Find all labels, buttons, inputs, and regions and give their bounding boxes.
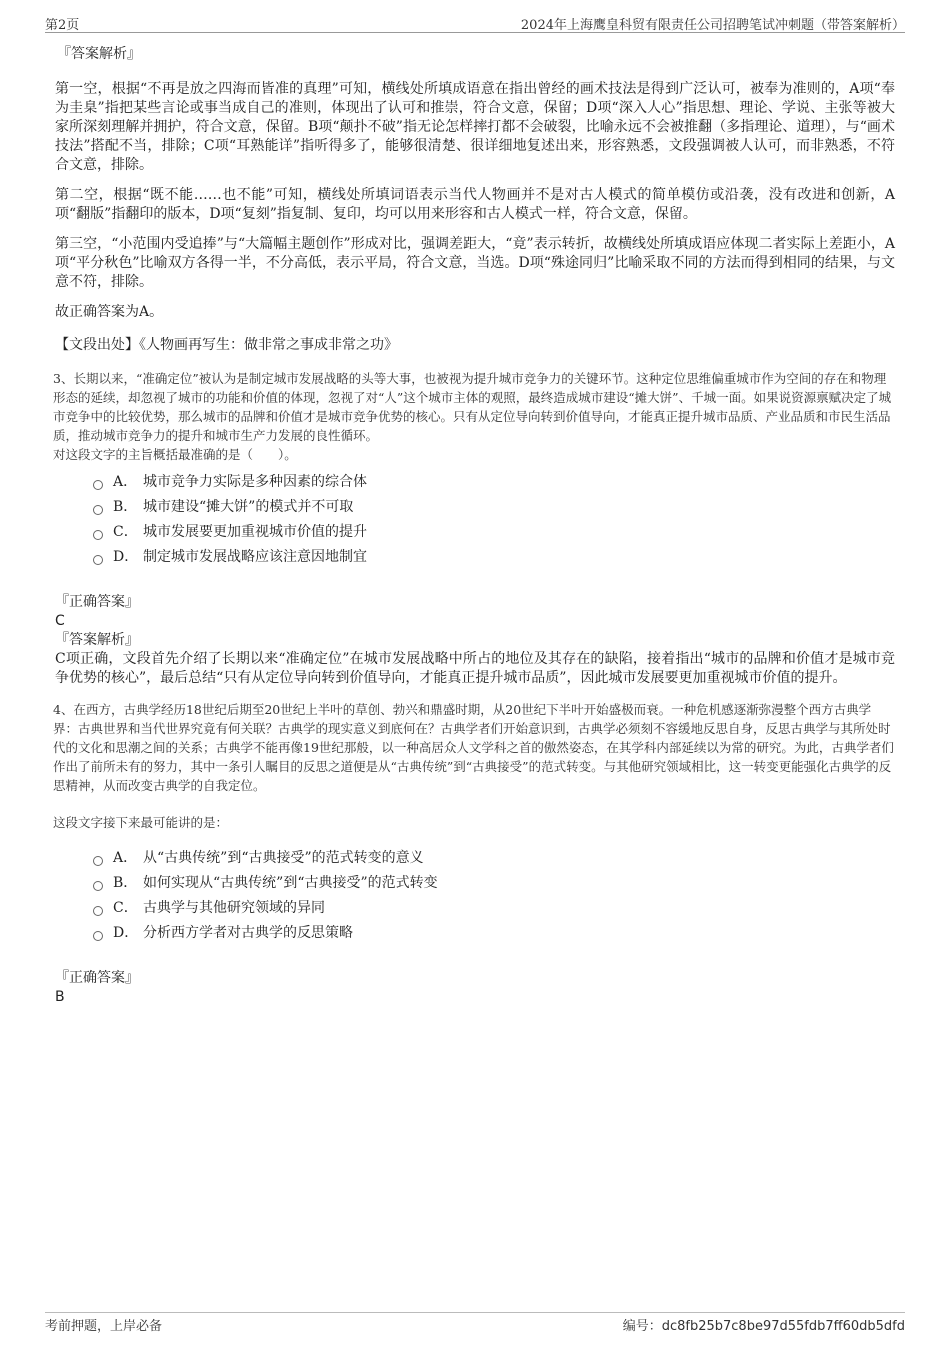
question-3-options <box>93 470 895 570</box>
option-text: 从“古典传统”到“古典接受”的范式转变的意义 <box>143 850 424 866</box>
question-4 <box>53 700 895 1006</box>
answer-heading: 『正确答案』 <box>55 970 139 986</box>
radio-button[interactable] <box>93 881 103 891</box>
explanation-heading: 『答案解析』 <box>55 632 139 648</box>
option-text: 城市发展要更加重视城市价值的提升 <box>143 524 367 540</box>
q3-option-b[interactable] <box>93 495 895 520</box>
question-4-passage: 4、在西方，古典学经历18世纪后期至20世纪上半叶的草创、勃兴和鼎盛时期，从20世纪下半叶开始盛极而衰。一种危机感逐渐弥漫整个西方古典学界：古典世界和当代世界究竟有何关联？古典学的现实意义到底何在？古典学者们开始意识到，古典学必须刻不容缓地反思自身，反思古典学与其所处时代的文化和思潮之间的关系；古典学不能再像19世纪那般，以一种高居众人文学科之首的傲然姿态，在其学科内部延续以为常的研究。为此，古典学者们作出了前所未有的努力，其中一条引人瞩目的反思之道便是从“古典传统”到“古典接受”的范式转变。与其他研究领域相比，这一转变更能强化古典学的反思精神，从而改变古典学的自我定位。 <box>53 702 894 793</box>
footer-slogan: 考前押题，上岸必备 <box>45 1319 163 1334</box>
option-letter: D． <box>113 925 139 941</box>
option-letter: B． <box>113 499 138 515</box>
question-3 <box>53 369 895 688</box>
answer-heading: 『正确答案』 <box>55 594 139 610</box>
page-footer <box>45 1312 905 1334</box>
q3-option-a[interactable] <box>93 470 895 495</box>
question-3-passage: 3、长期以来，“准确定位”被认为是制定城市发展战略的头等大事，也被视为提升城市竞争力的关键环节。这种定位思维偏重城市作为空间的存在和物理形态的延续，却忽视了城市的功能和价值的体现，忽视了对“人”这个城市主体的观照，最终造成城市建设“摊大饼”、千城一面。如果说资源禀赋决定了城市竞争中的比较优势，那么城市的品牌和价值才是城市竞争优势的核心。只有从定位导向转到价值导向，才能真正提升城市品质、产业品质和市民生活品质，推动城市竞争力的提升和城市生产力发展的良性循环。 <box>53 371 892 443</box>
q2-explanation-section <box>55 44 895 355</box>
explanation-paragraph-3: 第三空，“小范围内受追捧”与“大篇幅主题创作”形成对比，强调差距大，“竟”表示转折，故横线处所填成语应体现二者实际上差距小，A项“平分秋色”比喻双方各得一半，不分高低，表示平局，符合文意，当选。D项“殊途同归”比喻采取不同的方法而得到相同的结果，与文意不符，排除。 <box>55 236 895 290</box>
option-text: 如何实现从“古典传统”到“古典接受”的范式转变 <box>143 875 438 891</box>
radio-button[interactable] <box>93 931 103 941</box>
radio-button[interactable] <box>93 555 103 565</box>
q4-option-a[interactable] <box>93 846 895 871</box>
q3-option-c[interactable] <box>93 520 895 545</box>
explanation-paragraph-2: 第二空，根据“既不能……也不能”可知，横线处所填词语表示当代人物画并不是对古人模式的简单模仿或沿袭，没有改进和创新，A项“翻版”指翻印的版本，D项“复刻”指复制、复印，均可以用来形容和古人模式一样，符合文意，保留。 <box>55 187 895 222</box>
q4-option-b[interactable] <box>93 871 895 896</box>
explanation-conclusion: 故正确答案为A。 <box>55 304 164 320</box>
radio-button[interactable] <box>93 906 103 916</box>
correct-answer: C <box>55 613 65 629</box>
main-content <box>55 44 895 1006</box>
option-text: 分析西方学者对古典学的反思策略 <box>143 925 353 941</box>
page-header <box>45 14 905 33</box>
radio-button[interactable] <box>93 480 103 490</box>
option-letter: A． <box>113 474 138 490</box>
radio-button[interactable] <box>93 856 103 866</box>
correct-answer: B <box>55 989 65 1005</box>
option-text: 制定城市发展战略应该注意因地制宜 <box>143 549 367 565</box>
q3-option-d[interactable] <box>93 545 895 570</box>
option-letter: A． <box>113 850 138 866</box>
page-number: 第2页 <box>45 18 80 33</box>
document-id: 编号：dc8fb25b7c8be97d55fdb7ff60db5dfd <box>622 1319 905 1334</box>
option-letter: C． <box>113 524 138 540</box>
option-text: 城市建设“摊大饼”的模式并不可取 <box>143 499 354 515</box>
question-4-options <box>93 846 895 946</box>
option-text: 古典学与其他研究领域的异同 <box>143 900 325 916</box>
option-letter: B． <box>113 875 138 891</box>
document-title: 2024年上海鹰皇科贸有限责任公司招聘笔试冲刺题（带答案解析） <box>520 18 905 33</box>
radio-button[interactable] <box>93 530 103 540</box>
question-3-prompt: 对这段文字的主旨概括最准确的是（ ）。 <box>53 447 297 462</box>
question-4-prompt: 这段文字接下来最可能讲的是： <box>53 815 229 830</box>
passage-source: 【文段出处】《人物画再写生：做非常之事成非常之功》 <box>55 337 398 353</box>
q4-option-c[interactable] <box>93 896 895 921</box>
option-letter: C． <box>113 900 138 916</box>
question-3-explanation: C项正确，文段首先介绍了长期以来“准确定位”在城市发展战略中所占的地位及其存在的缺陷，接着指出“城市的品牌和价值才是城市竞争优势的核心”，最后总结“只有从定位导向转到价值导向，才能真正提升城市品质”，因此城市发展要更加重视城市价值的提升。 <box>55 651 895 686</box>
option-text: 城市竞争力实际是多种因素的综合体 <box>143 474 367 490</box>
q4-option-d[interactable] <box>93 921 895 946</box>
radio-button[interactable] <box>93 505 103 515</box>
explanation-heading: 『答案解析』 <box>57 46 141 62</box>
option-letter: D． <box>113 549 139 565</box>
explanation-paragraph-1: 第一空，根据“不再是放之四海而皆准的真理”可知，横线处所填成语意在指出曾经的画术技法是得到广泛认可，被奉为准则的，A项“奉为圭臬”指把某些言论或事当成自己的准则，体现出了认可和推崇，符合文意，保留；D项“深入人心”指思想、理论、学说、主张等被大家所深刻理解并拥护，符合文意，保留。B项“颠扑不破”指无论怎样摔打都不会破裂，比喻永远不会被推翻（多指理论、道理），与“画术技法”搭配不当，排除；C项“耳熟能详”指听得多了，能够很清楚、很详细地复述出来，形容熟悉，文段强调被人认可，而非熟悉，不符合文意，排除。 <box>55 81 895 173</box>
